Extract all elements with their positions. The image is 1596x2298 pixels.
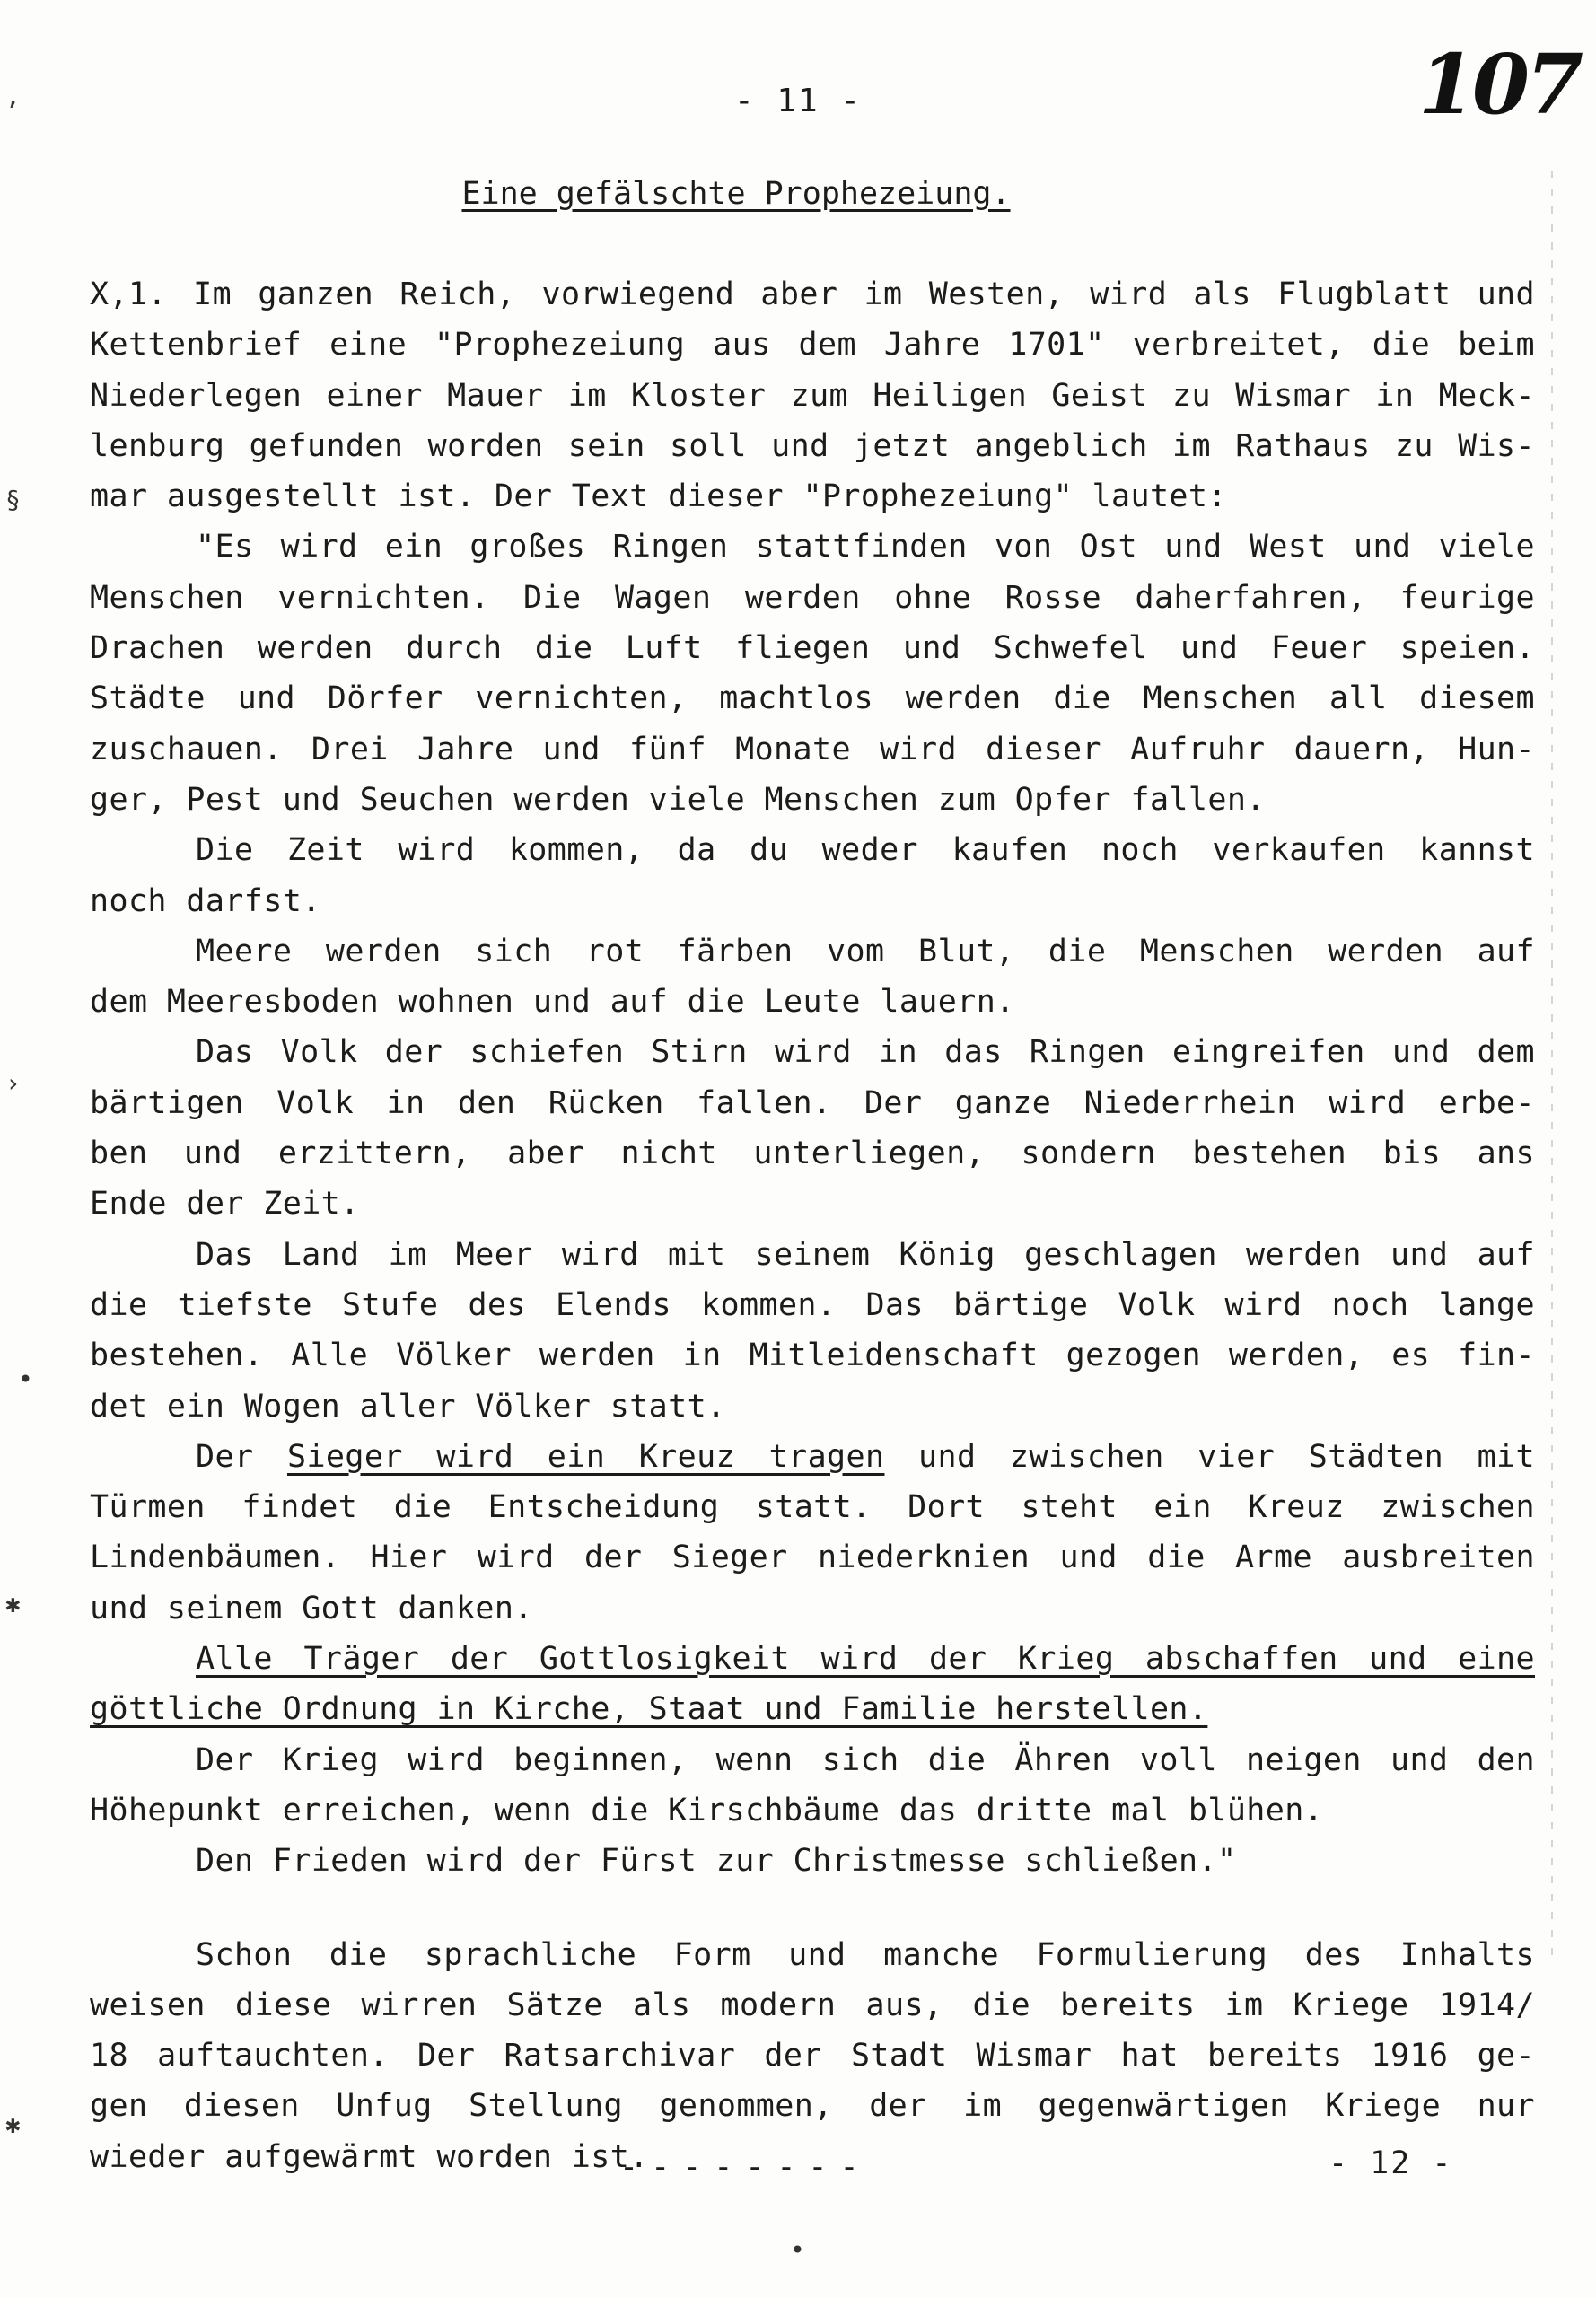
text-line: dem Meeresboden wohnen und auf die Leute lauern. bbox=[90, 984, 1015, 1021]
margin-speck: • bbox=[790, 2235, 805, 2265]
text-line: bärtigen Volk in den Rücken fallen. Der ganze Niederrhein wird erbe- bbox=[90, 1084, 1535, 1121]
text-line: wieder aufgewärmt worden ist. bbox=[90, 2138, 649, 2175]
commentary-paragraph bbox=[90, 1930, 1535, 2182]
text-line: Das Land im Meer wird mit seinem König geschlagen werden und auf bbox=[196, 1236, 1535, 1273]
underlined-phrase: göttliche Ordnung in Kirche, Staat und Familie herstellen. bbox=[90, 1691, 1208, 1728]
quote-paragraph-2 bbox=[90, 825, 1535, 926]
text-line: Menschen vernichten. Die Wagen werden ohne Rosse daherfahren, feurige bbox=[90, 579, 1535, 616]
text-line: noch darfst. bbox=[90, 882, 321, 919]
text-line: und seinem Gott danken. bbox=[90, 1590, 533, 1627]
document-body bbox=[90, 269, 1535, 2182]
text-line: Meere werden sich rot färben vom Blut, die Menschen werden auf bbox=[196, 933, 1535, 969]
text-line: Niederlegen einer Mauer im Kloster zum Heiligen Geist zu Wismar in Meck- bbox=[90, 377, 1535, 414]
text-line: X,1. Im ganzen Reich, vorwiegend aber im Westen, wird als Flugblatt und bbox=[90, 276, 1535, 312]
underlined-phrase: Alle Träger der Gottlosigkeit wird der Krieg abschaffen und eine bbox=[196, 1641, 1535, 1678]
text-segment: Der bbox=[196, 1438, 287, 1475]
text-line: lenburg gefunden worden sein soll und jetzt angeblich im Rathaus zu Wis- bbox=[90, 427, 1535, 464]
text-line: gen diesen Unfug Stellung genommen, der im gegenwärtigen Kriege nur bbox=[90, 2088, 1535, 2125]
text-line bbox=[90, 1684, 1535, 1734]
quote-paragraph-1 bbox=[90, 522, 1535, 825]
quote-paragraph-7 bbox=[90, 1634, 1535, 1735]
text-line: Die Zeit wird kommen, da du weder kaufen noch verkaufen kannst bbox=[196, 832, 1535, 869]
text-line: zuschauen. Drei Jahre und fünf Monate wird dieser Aufruhr dauern, Hun- bbox=[90, 731, 1535, 767]
text-line: Das Volk der schiefen Stirn wird in das Ringen eingreifen und dem bbox=[196, 1034, 1535, 1071]
text-line: Höhepunkt erreichen, wenn die Kirschbäume das dritte mal blühen. bbox=[90, 1792, 1324, 1829]
section-separator: -------- bbox=[619, 2149, 872, 2185]
quote-paragraph-6 bbox=[90, 1432, 1535, 1634]
intro-paragraph bbox=[90, 269, 1535, 522]
margin-speck: , bbox=[5, 81, 21, 110]
text-line: Ende der Zeit. bbox=[90, 1186, 360, 1223]
text-line: Den Frieden wird der Fürst zur Christmesse schließen." bbox=[196, 1843, 1237, 1880]
text-line: det ein Wogen aller Völker statt. bbox=[90, 1388, 726, 1425]
text-line: Lindenbäumen. Hier wird der Sieger niederknien und die Arme ausbreiten bbox=[90, 1539, 1535, 1576]
underlined-phrase: Sieger wird ein Kreuz tragen bbox=[286, 1438, 885, 1475]
text-line: Kettenbrief eine "Prophezeiung aus dem Jahre 1701" verbreitet, die beim bbox=[90, 327, 1535, 364]
margin-speck: ✱ bbox=[5, 1589, 21, 1618]
page-number: - 11 - bbox=[733, 83, 863, 119]
scan-edge-artifact bbox=[1551, 171, 1553, 1966]
quote-paragraph-3 bbox=[90, 926, 1535, 1028]
text-line: weisen diese wirren Sätze als modern aus, die bereits im Kriege 1914/ bbox=[90, 1987, 1535, 2023]
quote-paragraph-4 bbox=[90, 1027, 1535, 1229]
text-line: ben und erzittern, aber nicht unterliegen, sondern bestehen bis ans bbox=[90, 1136, 1535, 1172]
text-line: Drachen werden durch die Luft fliegen und Schwefel und Feuer speien. bbox=[90, 630, 1535, 667]
text-line: "Es wird ein großes Ringen stattfinden von Ost und West und viele bbox=[196, 529, 1535, 566]
quote-paragraph-8 bbox=[90, 1735, 1535, 1837]
text-line: Städte und Dörfer vernichten, machtlos werden die Menschen all diesem bbox=[90, 680, 1535, 717]
quote-paragraph-5 bbox=[90, 1230, 1535, 1432]
text-line bbox=[90, 1432, 1535, 1482]
handwritten-folio-number: 107 bbox=[1418, 36, 1581, 133]
text-line: 18 auftauchten. Der Ratsarchivar der Stadt Wismar hat bereits 1916 ge- bbox=[90, 2038, 1535, 2074]
margin-speck: ✱ bbox=[5, 2109, 21, 2139]
text-line: Schon die sprachliche Form und manche Formulierung des Inhalts bbox=[196, 1936, 1535, 1973]
text-line: Türmen findet die Entscheidung statt. Dort steht ein Kreuz zwischen bbox=[90, 1489, 1535, 1526]
next-page-number: - 12 - bbox=[1329, 2145, 1453, 2181]
margin-speck: • bbox=[18, 1364, 33, 1394]
margin-speck: § bbox=[5, 485, 21, 514]
text-line: bestehen. Alle Völker werden in Mitleidenschaft gezogen werden, es fin- bbox=[90, 1338, 1535, 1374]
text-line: Der Krieg wird beginnen, wenn sich die Ähren voll neigen und den bbox=[196, 1741, 1535, 1778]
text-line: ger, Pest und Seuchen werden viele Menschen zum Opfer fallen. bbox=[90, 781, 1266, 818]
document-title: Eine gefälschte Prophezeiung. bbox=[461, 176, 1011, 212]
margin-speck: › bbox=[5, 1068, 21, 1098]
text-line: die tiefste Stufe des Elends kommen. Das bärtige Volk wird noch lange bbox=[90, 1286, 1535, 1323]
text-line bbox=[90, 1634, 1535, 1684]
quote-paragraph-9 bbox=[90, 1836, 1535, 1886]
paragraph-gap bbox=[90, 1887, 1535, 1930]
text-segment: und zwischen vier Städten mit bbox=[884, 1438, 1536, 1475]
text-line: mar ausgestellt ist. Der Text dieser "Prophezeiung" lautet: bbox=[90, 478, 1227, 515]
